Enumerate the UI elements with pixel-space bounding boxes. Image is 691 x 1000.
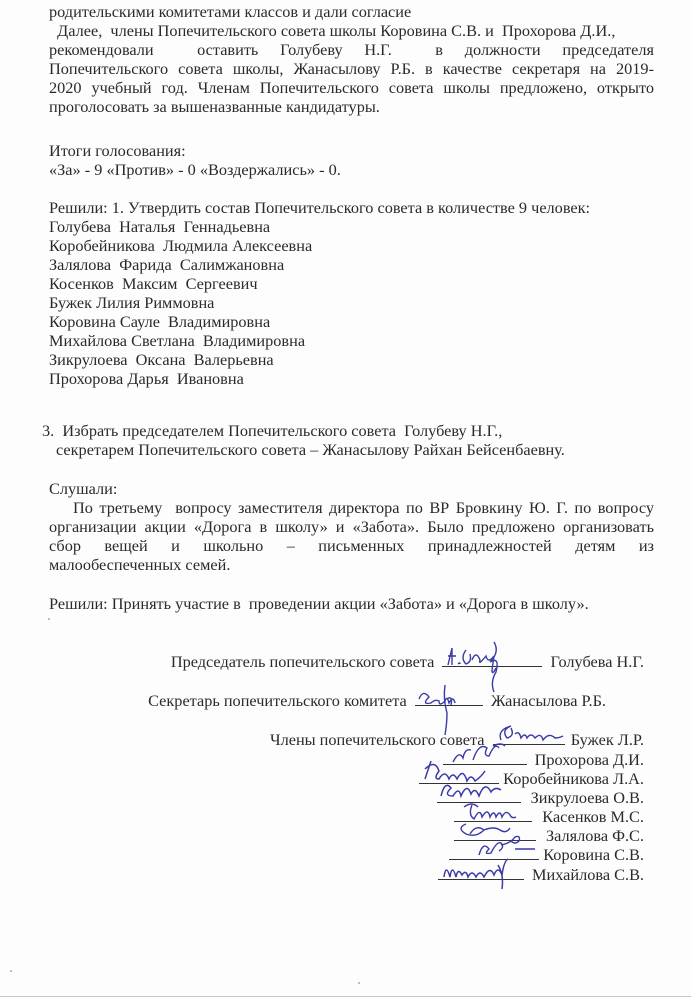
decision-1-text: Решили: 1. Утвердить состав Попечительского совета в количестве 9 человек: xyxy=(49,198,591,217)
final-decision: Решили: Принять участие в проведении акции «Забота» и «Дорога в школу». xyxy=(49,594,589,613)
signatory-name: Коробейникова Л.А. xyxy=(503,769,644,788)
signatory-name: Голубева Н.Г. xyxy=(550,652,644,671)
member-list-item: Бужек Лилия Риммовна xyxy=(49,293,215,312)
signature-role: Председатель попечительского совета xyxy=(170,652,435,671)
member-list-item: Коробейникова Людмила Алексеевна xyxy=(49,236,313,255)
vote-heading: Итоги голосования: xyxy=(49,141,186,160)
heard-paragraph-line: организации акции «Дорога в школу» и «Забота». Было предложено организовать xyxy=(49,517,654,536)
scan-speck xyxy=(48,618,50,620)
signatory-name: Михайлова С.В. xyxy=(532,865,644,884)
page-edge xyxy=(0,996,691,997)
member-list-item: Михайлова Светлана Владимировна xyxy=(49,331,306,350)
signature-line xyxy=(438,865,524,880)
member-list-item: Коровина Сауле Владимировна xyxy=(49,312,271,331)
heard-paragraph-line: По третьему вопросу заместителя директора по ВР Бровкину Ю. Г. по вопросу xyxy=(73,498,654,517)
signatory-name: Бужек Л.Р. xyxy=(570,730,644,749)
member-list-item: Залялова Фарида Салимжановна xyxy=(49,255,285,274)
vote-result: «За» - 9 «Против» - 0 «Воздержались» - 0. xyxy=(49,160,341,179)
member-list-item: Голубева Наталья Геннадьевна xyxy=(49,217,271,236)
intro-paragraph-line: 2020 учебный год. Членам Попечительского совета школы предложено, открыто xyxy=(49,78,654,97)
heard-paragraph-line: сбор вещей и школьно – письменных принадлежностей детям из xyxy=(49,536,654,555)
decision-3-line: секретарем Попечительского совета – Жанасылову Райхан Бейсенбаевну. xyxy=(56,440,565,459)
secretary-signature xyxy=(415,677,483,737)
member-signature xyxy=(438,851,524,891)
signature-role: Секретарь попечительского комитета xyxy=(148,691,407,710)
signature-row-chair xyxy=(171,652,644,671)
signature-row-secretary xyxy=(148,691,606,710)
member-list-item: Зикрулоева Оксана Валерьевна xyxy=(49,350,274,369)
scan-speck xyxy=(10,970,12,972)
intro-paragraph-line: проголосовать за вышеназванные кандидатуры. xyxy=(49,97,380,116)
signatory-name: Зикрулоева О.В. xyxy=(530,788,644,807)
member-list-item: Прохорова Дарья Ивановна xyxy=(49,369,244,388)
signature-row-member xyxy=(438,865,644,884)
scan-speck xyxy=(358,982,360,984)
signatory-name: Прохорова Д.И. xyxy=(534,750,644,769)
intro-paragraph-line: Далее, члены Попечительского совета школы Коровина С.В. и Прохорова Д.И., xyxy=(49,21,616,40)
signature-line xyxy=(415,691,483,706)
signature-role: Члены попечительского совета xyxy=(270,730,485,749)
intro-paragraph-line: рекомендовали оставить Голубеву Н.Г. в должности председателя xyxy=(49,40,654,59)
signatory-name: Залялова Ф.С. xyxy=(545,826,644,845)
member-list-item: Косенков Максим Сергеевич xyxy=(49,274,258,293)
heard-paragraph-line: малообеспеченных семей. xyxy=(49,555,231,574)
signatory-name: Коровина С.В. xyxy=(543,845,644,864)
signatory-name: Касенков М.С. xyxy=(542,807,644,826)
intro-line: родительскими комитетами классов и дали согласие xyxy=(49,2,412,21)
intro-paragraph-line: Попечительского совета школы, Жанасылову Р.Б. в качестве секретаря на 2019- xyxy=(49,59,654,78)
decision-3-line: 3. Избрать председателем Попечительского совета Голубеву Н.Г., xyxy=(42,421,503,440)
signature-line xyxy=(442,652,542,667)
signatory-name: Жанасылова Р.Б. xyxy=(490,691,606,710)
heard-heading: Слушали: xyxy=(49,479,118,498)
